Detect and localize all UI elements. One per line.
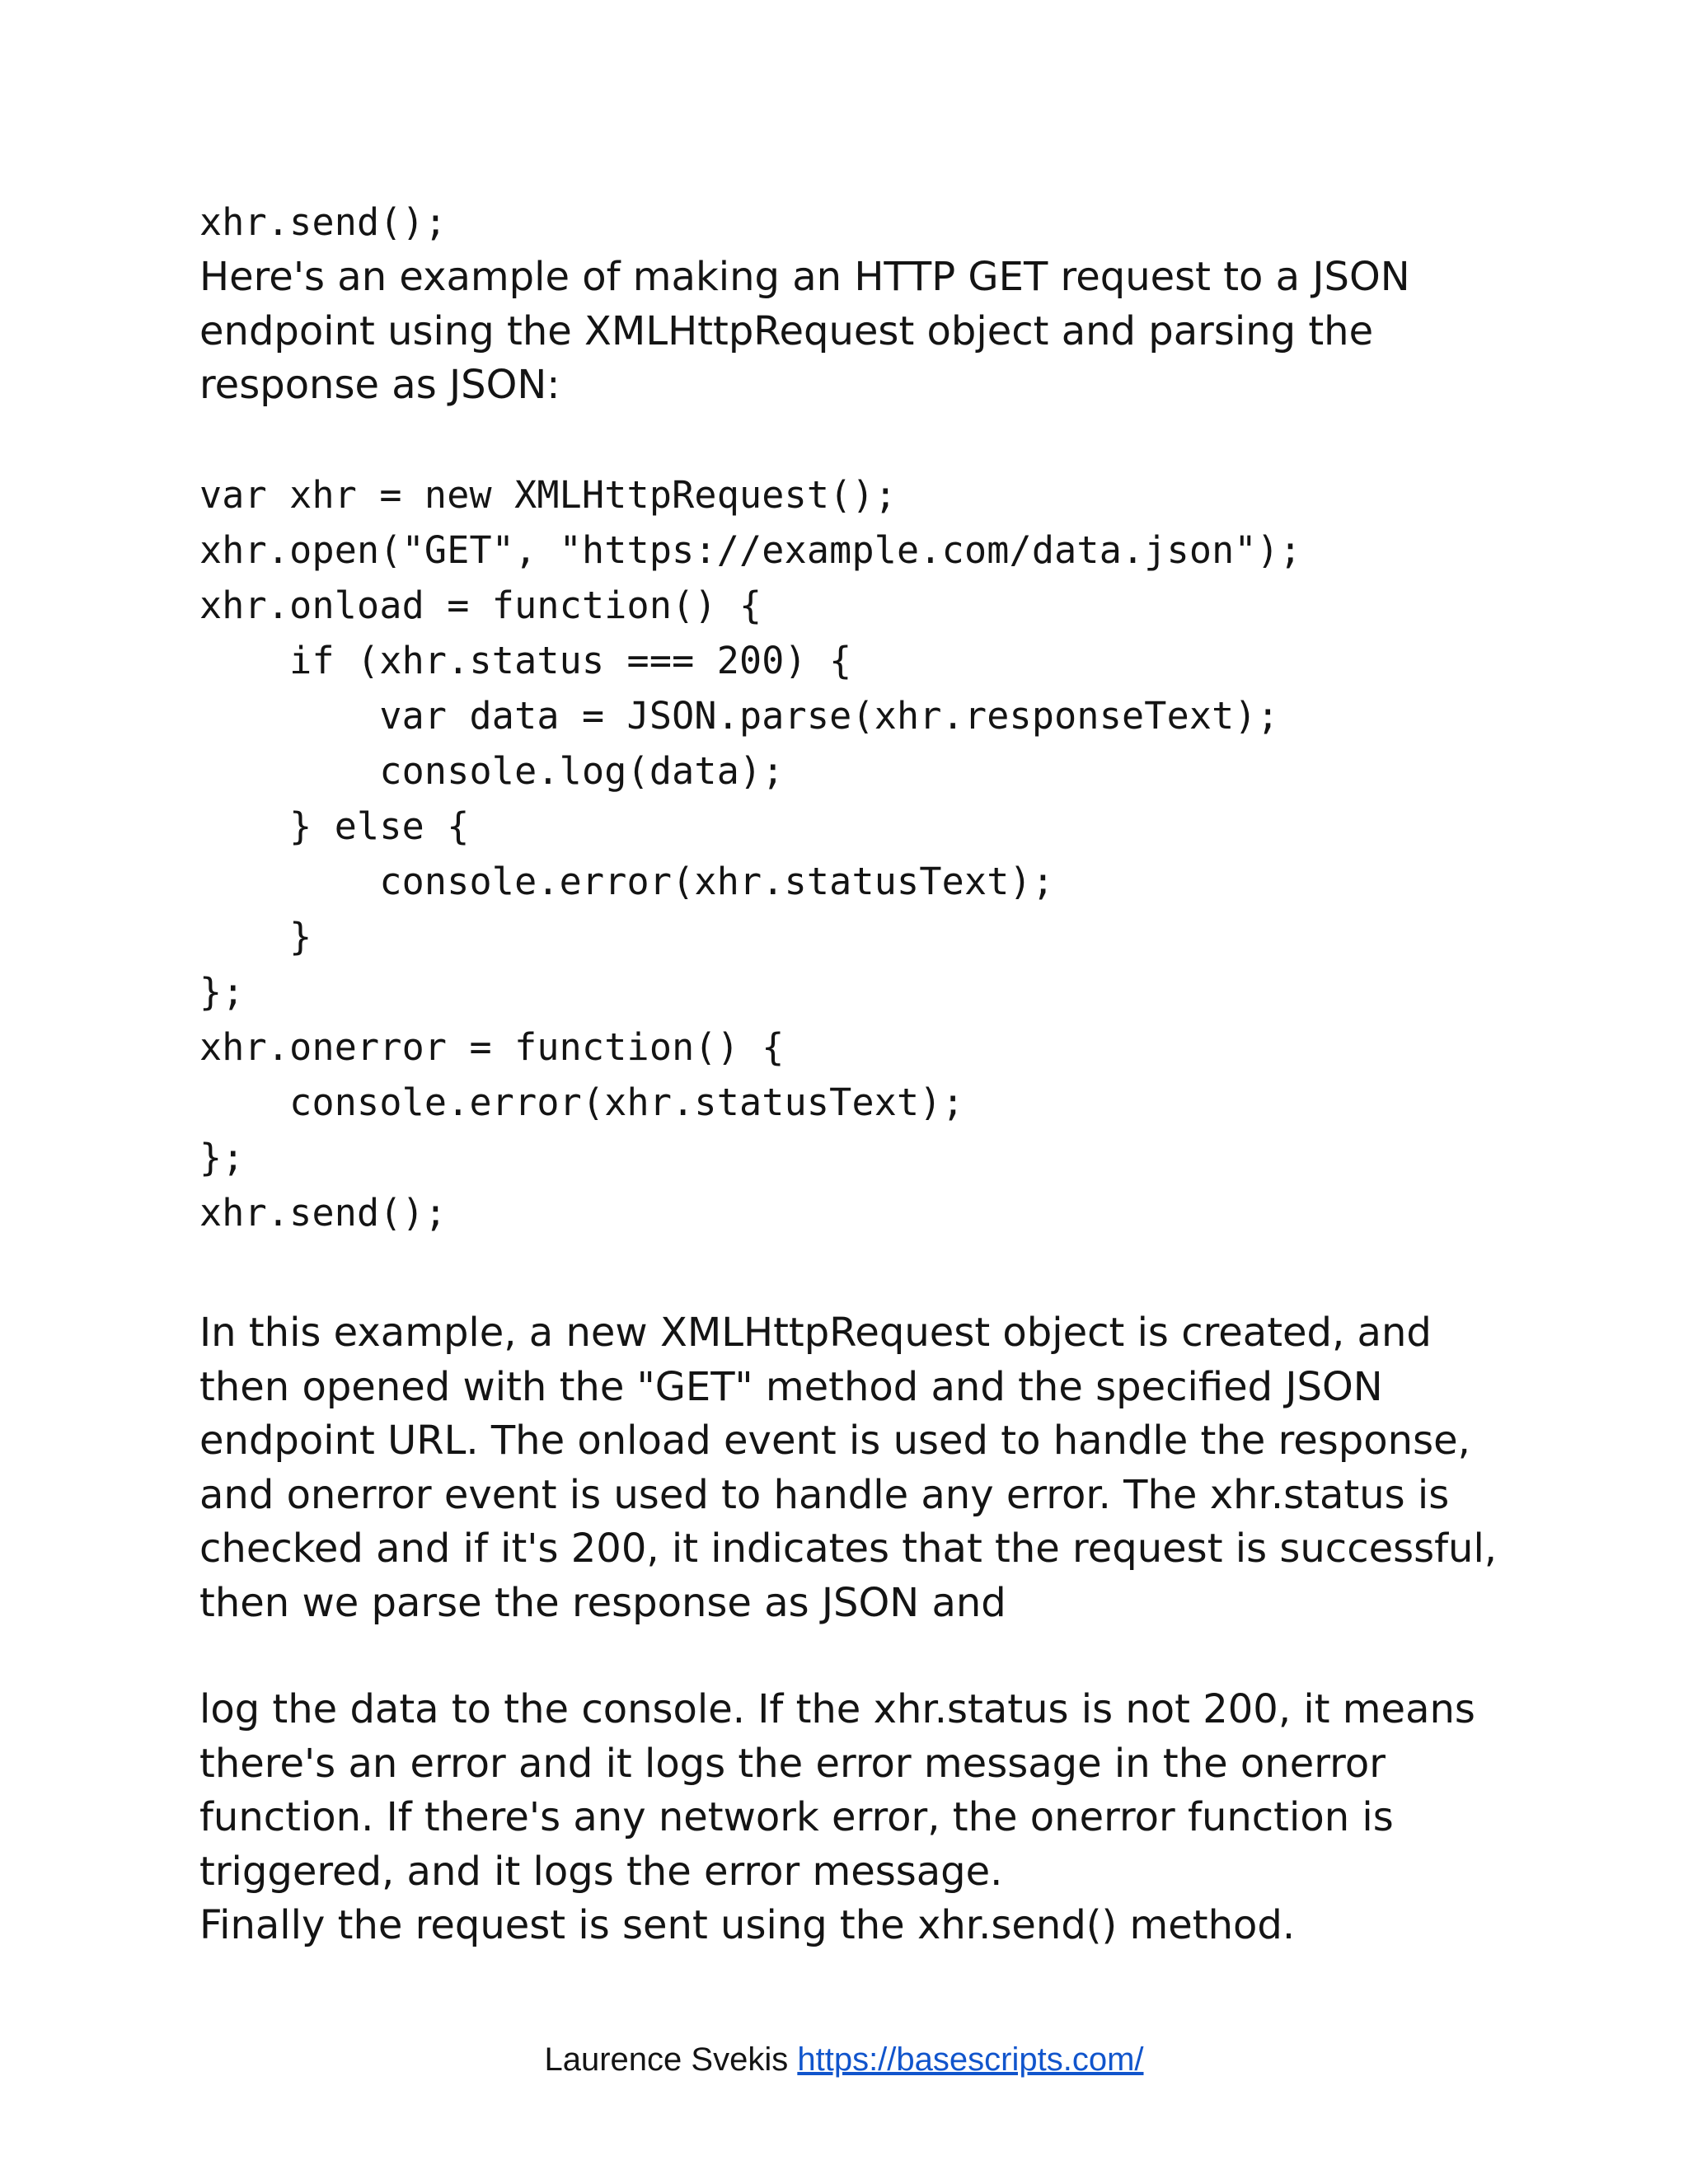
code-line: if (xhr.status === 200) {: [199, 639, 852, 682]
code-line: console.log(data);: [199, 749, 785, 793]
code-line: xhr.onerror = function() {: [199, 1025, 785, 1069]
code-line: };: [199, 1136, 245, 1179]
explanation-paragraph: In this example, a new XMLHttpRequest object is created, and then opened with the "GET" method and the specified JSON endpoint URL. The onload event is used to handle the response, and onerror event is used to handle any error. The xhr.status is checked and if it's 200, it indicates that the request is successful, then we parse the response as JSON and: [199, 1310, 1498, 1626]
code-line: xhr.send();: [199, 200, 448, 244]
code-line: var data = JSON.parse(xhr.responseText);: [199, 694, 1280, 738]
code-line: xhr.onload = function() {: [199, 583, 762, 627]
footer-link[interactable]: https://basescripts.com/: [797, 2041, 1144, 2078]
code-line: xhr.send();: [199, 1191, 448, 1235]
code-line: };: [199, 970, 245, 1014]
code-line: } else {: [199, 804, 470, 848]
intro-paragraph: Here's an example of making an HTTP GET request to a JSON endpoint using the XMLHttpRequest object and parsing the response as JSON:: [199, 254, 1410, 408]
explanation-paragraph-continued: log the data to the console. If the xhr.status is not 200, it means there's an error and it logs the error message in the onerror function. If there's any network error, the onerror function is triggered, and it logs the error message. Finally the request is sent using the xhr.send() method.: [199, 1686, 1475, 1948]
code-line: xhr.open("GET", "https://example.com/data.json");: [199, 528, 1302, 572]
code-line: console.error(xhr.statusText);: [199, 860, 1055, 903]
footer-author: Laurence Svekis: [544, 2041, 789, 2078]
code-line: }: [199, 915, 312, 958]
code-line: console.error(xhr.statusText);: [199, 1080, 964, 1124]
code-line: var xhr = new XMLHttpRequest();: [199, 473, 898, 517]
page-footer: [0, 2039, 1688, 2080]
